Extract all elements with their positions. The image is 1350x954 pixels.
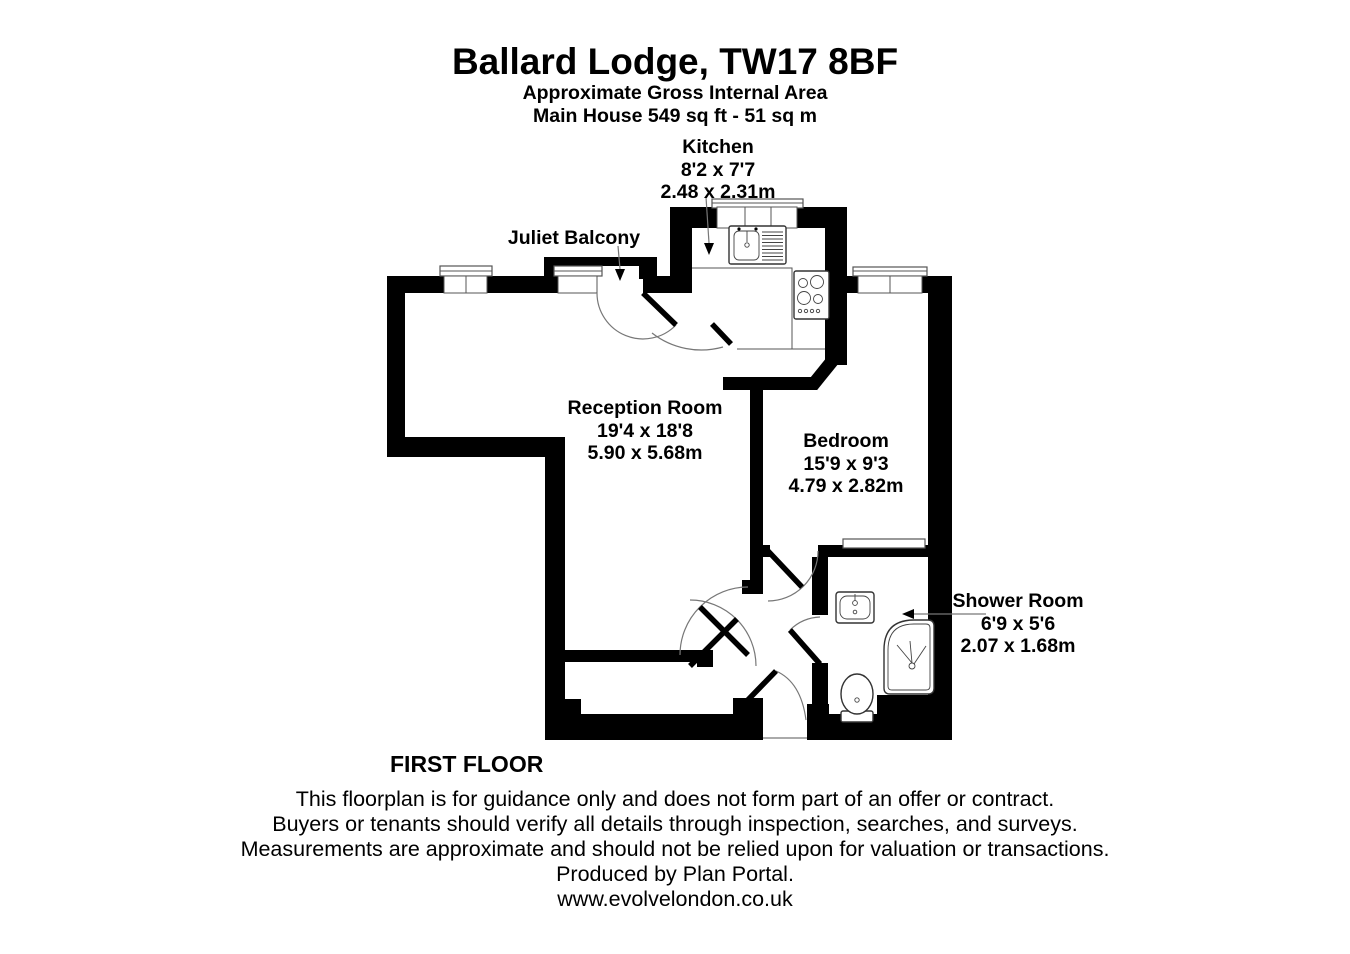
shower-room-imperial: 6'9 x 5'6 [980,613,1056,635]
reception-metric: 5.90 x 5.68m [587,442,703,464]
window [717,207,797,228]
wall-segment [545,457,565,740]
shower-door-leaf [790,630,820,664]
producer-line: Produced by Plan Portal. [556,862,794,886]
reception-label: Reception Room [567,397,723,419]
wall-segment [387,276,405,457]
floor-label: FIRST FLOOR [390,751,544,777]
wall-segment [812,663,828,740]
wall-segment [565,699,581,714]
sink-tap [754,227,757,230]
counter-edge [692,268,792,349]
wall-segment [723,377,817,390]
kitchen-leader-arrow-icon [704,243,714,255]
kitchen-label: Kitchen [682,136,754,158]
disclaimer-line: This floorplan is for guidance only and does not form part of an offer or contract. [295,787,1055,811]
website-line: www.evolvelondon.co.uk [557,887,793,911]
disclaimer-line: Measurements are approximate and should not be relied upon for valuation or transactions. [240,837,1110,861]
juliet-balcony-label: Juliet Balcony [507,227,641,249]
reception-imperial: 19'4 x 18'8 [596,420,694,442]
wall-segment [387,437,565,457]
bedroom-ledge [843,539,925,548]
bedroom-label: Bedroom [803,430,889,452]
shower-leader-arrow-icon [902,609,914,619]
shower-room-metric: 2.07 x 1.68m [960,635,1076,657]
sink-tap [737,227,740,230]
wall-segment [825,276,858,293]
kitchen-imperial: 8'2 x 7'7 [680,159,756,181]
kitchen-door-arc [652,333,723,350]
wall-segment [565,650,697,662]
hall-door-leaf [690,619,737,666]
labels [241,41,1110,911]
juliet-leader-arrow-icon [615,269,625,281]
shower-door-arc [790,617,820,630]
entrance-door-arc [776,671,806,720]
bedroom-metric: 4.79 x 2.82m [788,475,904,497]
wall-segment [545,714,763,740]
subtitle-area: Approximate Gross Internal Area [522,82,828,104]
toilet-bowl [841,674,873,714]
wall-segment [670,207,717,228]
shower-room-label: Shower Room [952,590,1084,612]
bedroom-door-leaf [768,551,802,587]
wall-chamfer [812,360,833,386]
page-title: Ballard Lodge, TW17 8BF [451,41,899,82]
kitchen-metric: 2.48 x 2.31m [660,181,776,203]
bedroom-imperial: 15'9 x 9'3 [803,453,889,475]
subtitle-size: Main House 549 sq ft - 51 sq m [533,105,817,127]
window [558,276,597,293]
kitchen-door-leaf [712,324,731,344]
balcony-door-leaf [643,293,676,325]
disclaimer-line: Buyers or tenants should verify all details through inspection, searches, and surveys. [272,812,1078,836]
shower-tray [884,620,934,694]
wall-segment [812,557,828,615]
wall-segment [750,390,763,580]
balcony-wall [639,257,657,279]
